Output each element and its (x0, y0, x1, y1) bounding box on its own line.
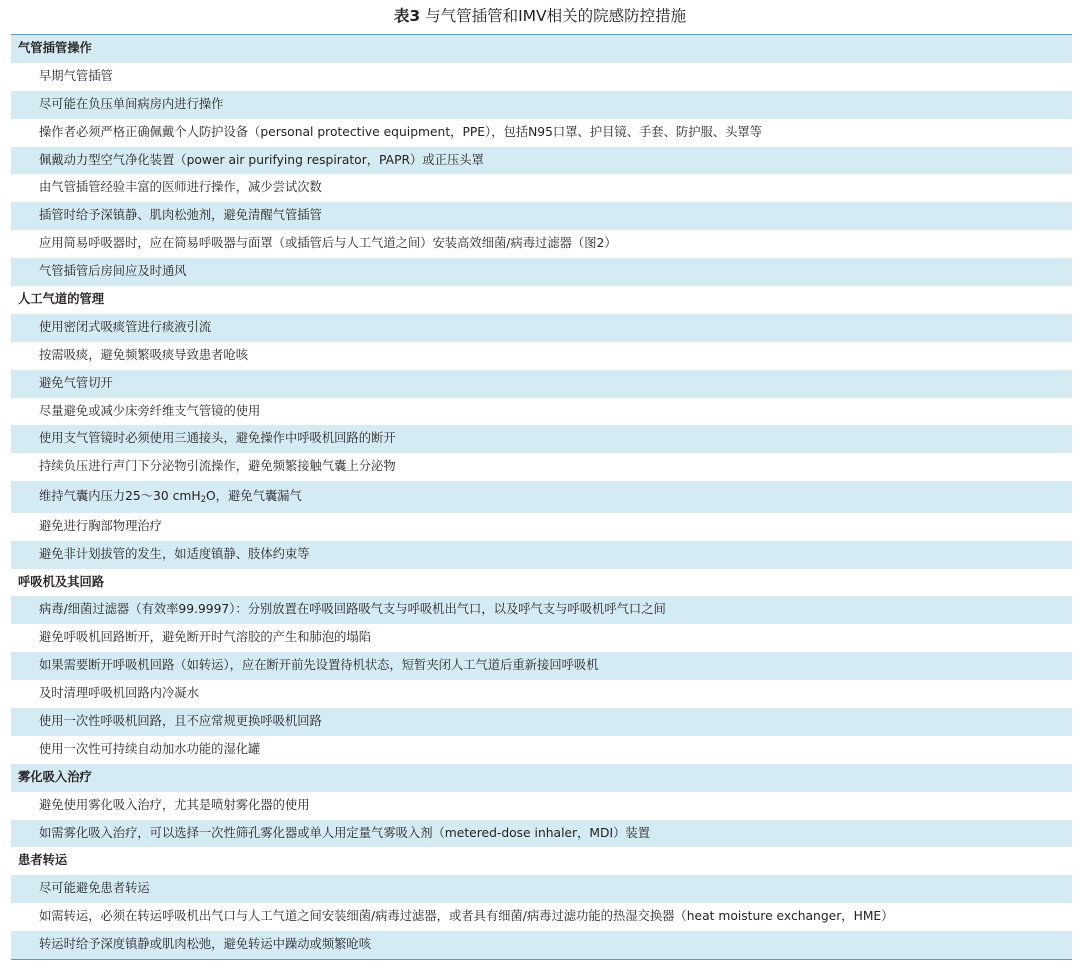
table-row: 由气管插管经验丰富的医师进行操作，减少尝试次数 (39, 180, 322, 195)
section-heading: 人工气道的管理 (18, 292, 105, 307)
section-heading: 雾化吸入治疗 (11, 764, 1072, 792)
table-row: 如果需要断开呼吸机回路（如转运），应在断开前先设置待机状态，短暂夹闭人工气道后重新接回呼吸机 (11, 652, 1072, 680)
table-row: 避免进行胸部物理治疗 (39, 518, 162, 533)
table-row: 避免气管切开 (11, 370, 1072, 398)
table-row: 病毒/细菌过滤器（有效率99.9997）：分别放置在呼吸回路吸气支与呼吸机出气口，以及呼气支与呼吸机呼气口之间 (11, 596, 1072, 624)
table-title (0, 0, 1080, 33)
table-row: 如需雾化吸入治疗，可以选择一次性筛孔雾化器或单人用定量气雾吸入剂（metered-dose inhaler，MDI）装置 (11, 820, 1072, 848)
table-row: 使用支气管镜时必须使用三通接头，避免操作中呼吸机回路的断开 (11, 425, 1072, 453)
measures-table (11, 34, 1072, 960)
table-caption: 与气管插管和IMV相关的院感防控措施 (425, 7, 687, 25)
table-row: 避免呼吸机回路断开，避免断开时气溶胶的产生和肺泡的塌陷 (39, 630, 372, 645)
table-row: 及时清理呼吸机回路内冷凝水 (39, 686, 199, 701)
table-row: 佩戴动力型空气净化装置（power air purifying respirator，PAPR）或正压头罩 (11, 147, 1072, 175)
table-row: 如需转运，必须在转运呼吸机出气口与人工气道之间安装细菌/病毒过滤器，或者具有细菌/病毒过滤功能的热湿交换器（heat moisture exchanger，HME） (39, 909, 894, 924)
section-heading: 气管插管操作 (11, 35, 1072, 63)
pressure-text-suffix: O，避免气囊漏气 (206, 489, 302, 504)
table-row: 使用密闭式吸痰管进行痰液引流 (11, 314, 1072, 342)
table-row: 避免非计划拔管的发生，如适度镇静、肢体约束等 (11, 541, 1072, 569)
table-row: 气管插管后房间应及时通风 (11, 258, 1072, 286)
table-row: 尽量避免或减少床旁纤维支气管镜的使用 (39, 403, 261, 418)
section-heading: 呼吸机及其回路 (18, 574, 105, 589)
table-number: 表3 (393, 7, 421, 25)
table-row: 使用一次性可持续自动加水功能的湿化罐 (39, 741, 261, 756)
table-row: 操作者必须严格正确佩戴个人防护设备（personal protective equipment，PPE），包括N95口罩、护目镜、手套、防护服、头罩等 (39, 124, 762, 139)
table-row: 插管时给予深镇静、肌肉松弛剂，避免清醒气管插管 (11, 202, 1072, 230)
table-row: 按需吸痰，避免频繁吸痰导致患者呛咳 (39, 347, 249, 362)
table-row: 转运时给予深度镇静或肌肉松弛，避免转运中躁动或频繁呛咳 (11, 931, 1072, 959)
table-row (11, 481, 1072, 513)
table-row: 早期气管插管 (39, 68, 113, 83)
table-row: 应用简易呼吸器时，应在简易呼吸器与面罩（或插管后与人工气道之间）安装高效细菌/病毒过滤器（图2） (39, 236, 617, 251)
pressure-text: 维持气囊内压力25～30 cmH (39, 489, 201, 504)
table-row: 尽可能避免患者转运 (11, 875, 1072, 903)
table-row: 使用一次性呼吸机回路，且不应常规更换呼吸机回路 (11, 708, 1072, 736)
subscript-2: 2 (200, 495, 206, 506)
table-row: 尽可能在负压单间病房内进行操作 (11, 91, 1072, 119)
table-row: 避免使用雾化吸入治疗，尤其是喷射雾化器的使用 (39, 797, 310, 812)
section-heading: 患者转运 (18, 853, 68, 868)
table-row: 持续负压进行声门下分泌物引流操作，避免频繁接触气囊上分泌物 (39, 459, 396, 474)
